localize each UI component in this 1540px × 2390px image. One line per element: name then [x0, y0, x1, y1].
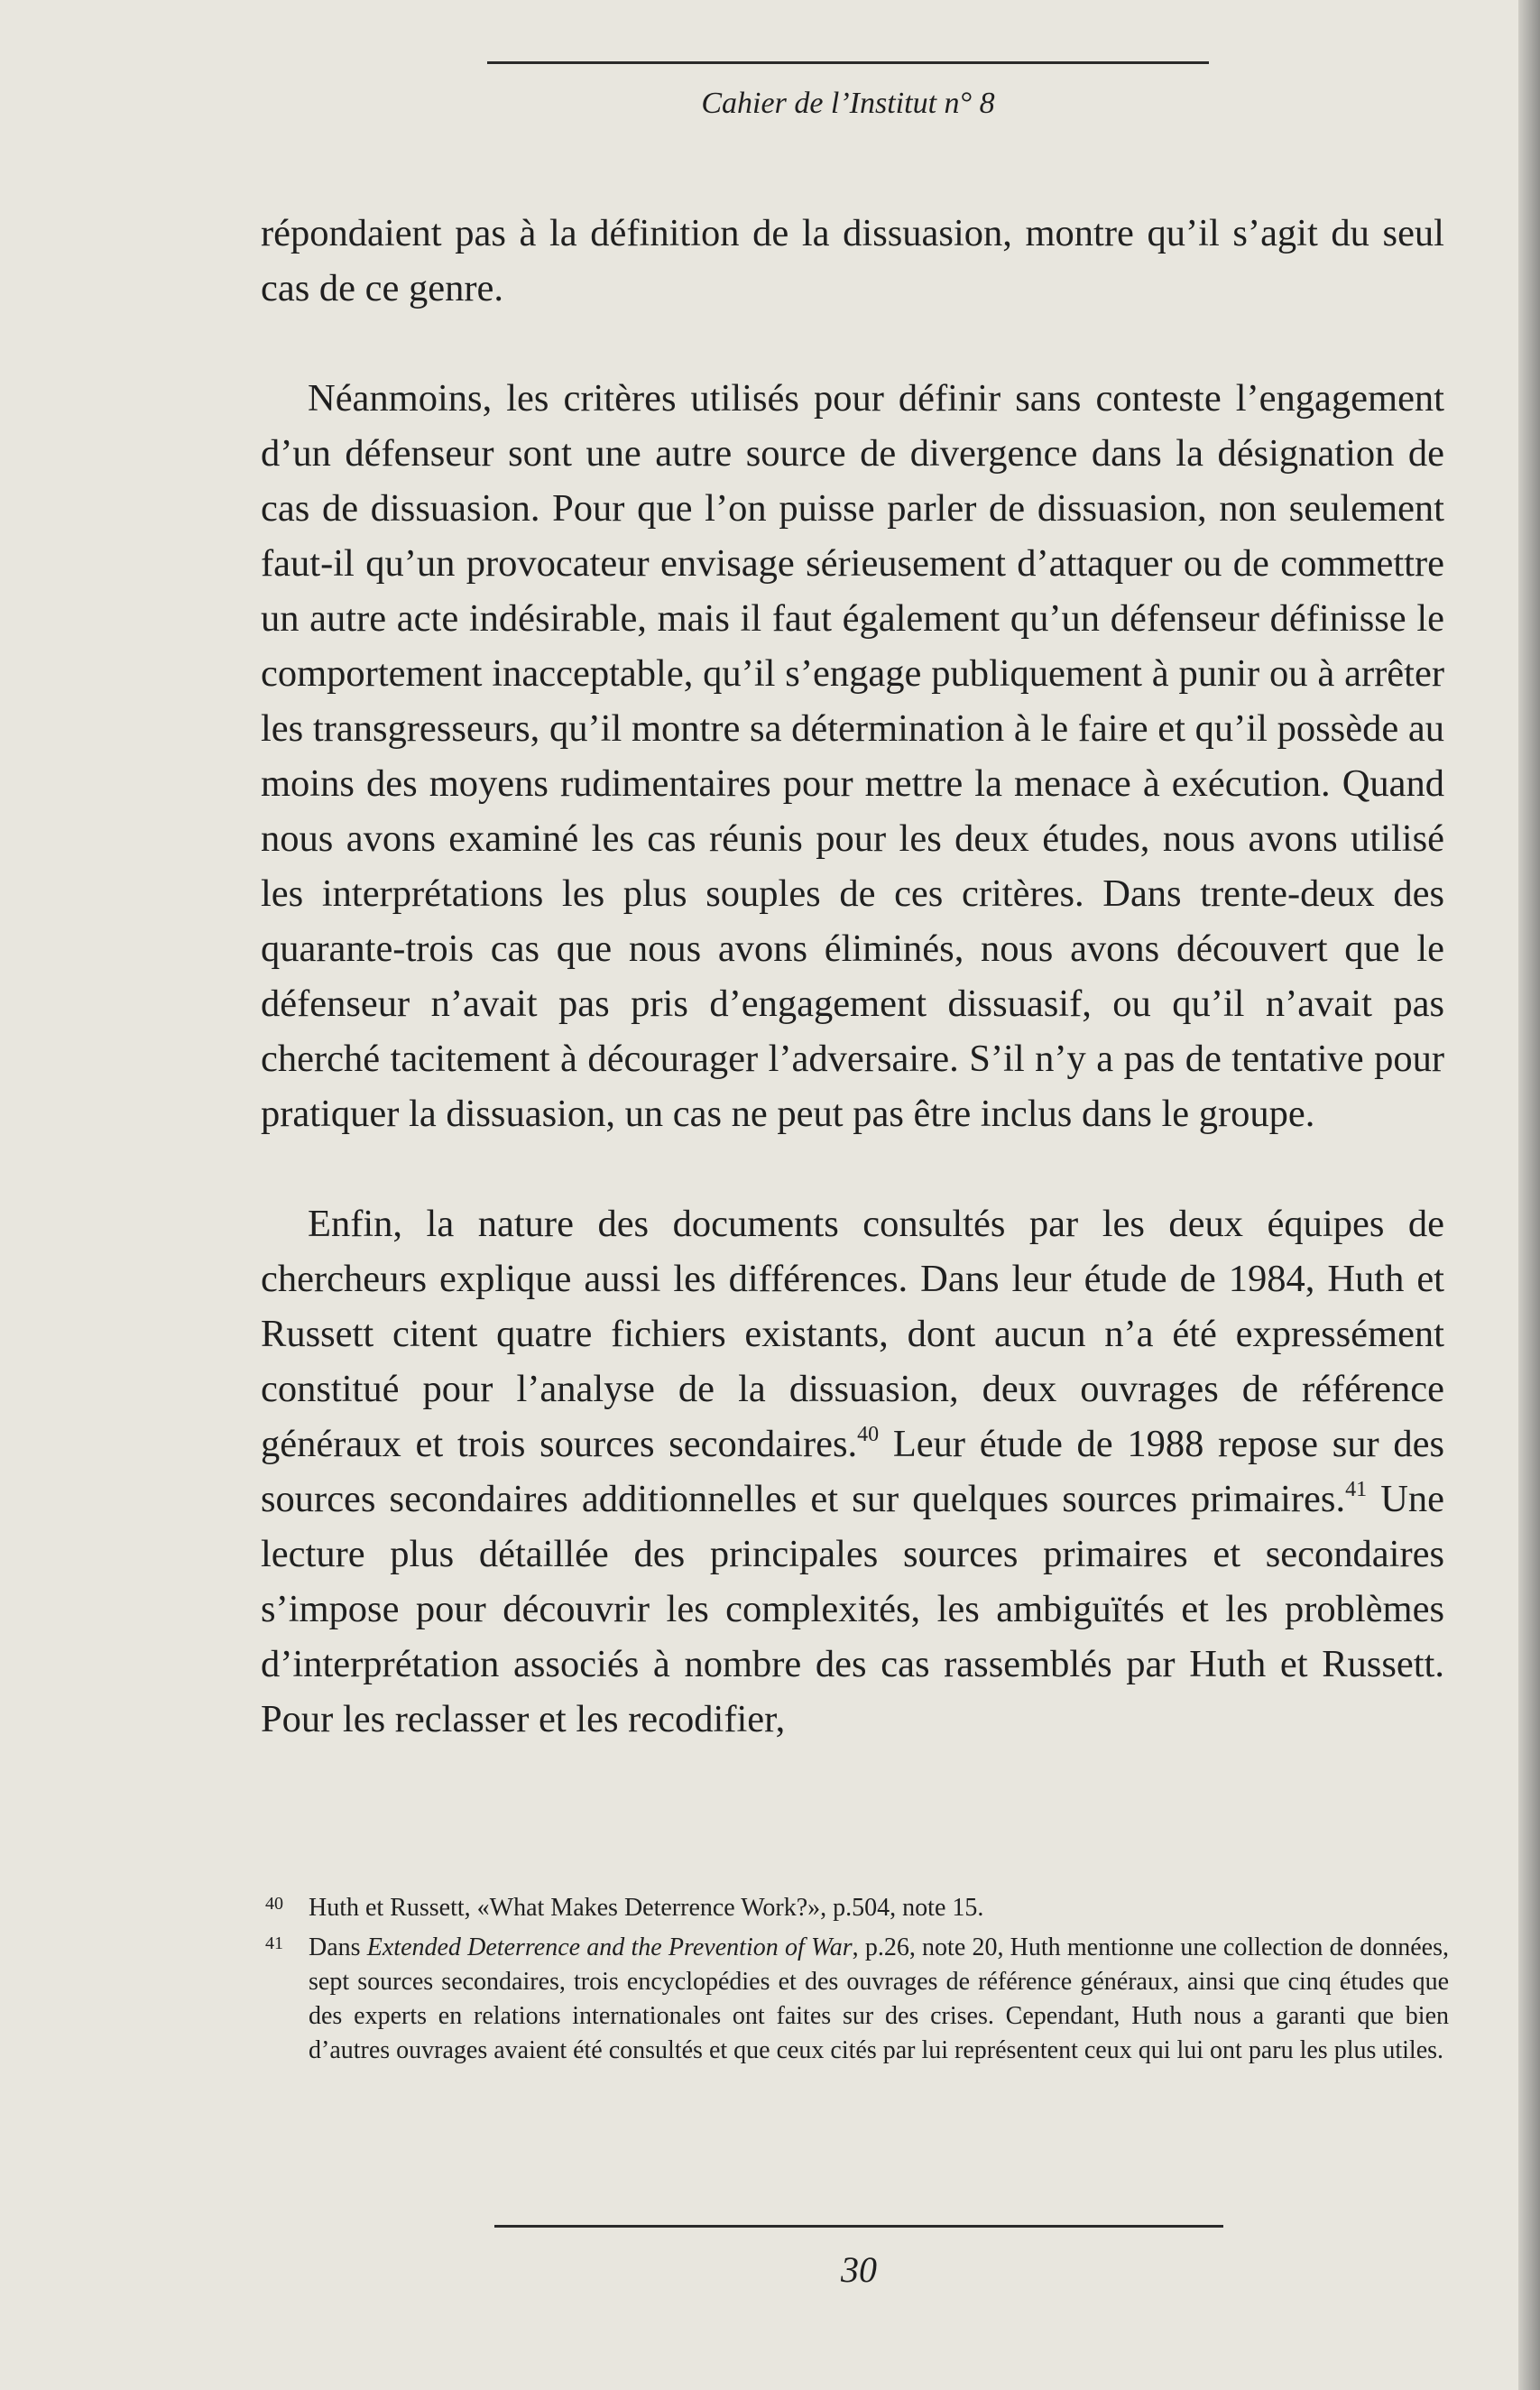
paragraph-3-text-b: Leur étude de 1988 repose sur des sources secondaires additionnelles et sur quelques sources primaires.: [261, 1423, 1444, 1520]
footnote-text-before: Dans: [309, 1933, 367, 1961]
paragraph-3-text-c: Une lecture plus détaillée des principales sources primaires et secondaires s’impose pour découvrir les complexités, les ambiguïtés et les problèmes d’interprétation associés à nombre des cas rassemblés par Huth et Russett. Pour les reclasser et les recodifier,: [261, 1478, 1444, 1740]
footnote-41: [265, 1931, 1449, 2068]
page-edge-shadow: [1518, 0, 1540, 2390]
paragraph-2: Néanmoins, les critères utilisés pour définir sans conteste l’engagement d’un défenseur sont une autre source de divergence dans la désignation de cas de dissuasion. Pour que l’on puisse parler de dissuasion, non seulement faut-il qu’un provocateur envisage sérieusement d’attaquer ou de commettre un autre acte indésirable, mais il faut également qu’un défenseur définisse le comportement inacceptable, qu’il s’engage publiquement à punir ou à arrêter les transgresseurs, qu’il montre sa détermination à le faire et qu’il possède au moins des moyens rudimentaires pour mettre la menace à exécution. Quand nous avons examiné les cas réunis pour les deux études, nous avons utilisé les interprétations les plus souples de ces critères. Dans trente-deux des quarante-trois cas que nous avons éliminés, nous avons découvert que le défenseur n’avait pas pris d’engagement dissuasif, ou qu’il n’avait pas cherché tacitement à décourager l’adversaire. S’il n’y a pas de tentative pour pratiquer la dissuasion, un cas ne peut pas être inclus dans le groupe.: [261, 377, 1444, 1135]
header-rule: [487, 61, 1209, 64]
paragraph-3: [261, 1196, 1444, 1747]
footnote-number: 41: [265, 1933, 283, 1953]
paragraph-3-text-a: Enfin, la nature des documents consultés par les deux équipes de chercheurs explique aussi les différences. Dans leur étude de 1984, Huth et Russett citent quatre fichiers existants, dont aucun n’a été expressément constitué pour l’analyse de la dissuasion, deux ouvrages de référence généraux et trois sources secondaires.: [261, 1203, 1444, 1465]
paragraph-1: répondaient pas à la définition de la dissuasion, montre qu’il s’agit du seul cas de ce genre.: [261, 212, 1444, 309]
footer-rule: [494, 2225, 1223, 2228]
footnote-number: 40: [265, 1894, 283, 1914]
footnote-text: Huth et Russett, «What Makes Deterrence Work?», p.504, note 15.: [309, 1894, 984, 1922]
footnote-ref-40: 40: [857, 1423, 880, 1446]
footnote-text-after: , p.26, note 20, Huth mentionne une collection de données, sept sources secondaires, trois encyclopédies et des ouvrages de référence généraux, ainsi que cinq études que des experts en relations internationales ont faites sur des crises. Cependant, Huth nous a garanti que bien d’autres ouvrages avaient été consultés et que ceux cités par lui représentent ceux qui lui ont paru les plus utiles.: [309, 1933, 1449, 2064]
page-number: 30: [841, 2249, 877, 2290]
footnote-book-title: Extended Deterrence and the Prevention of War: [366, 1933, 853, 1961]
footnote-ref-41: 41: [1345, 1478, 1368, 1501]
running-head: Cahier de l’Institut n° 8: [701, 87, 995, 120]
footnotes: [265, 1891, 1449, 2068]
footnote-40: [265, 1891, 1449, 1925]
body-text: [261, 206, 1444, 1747]
